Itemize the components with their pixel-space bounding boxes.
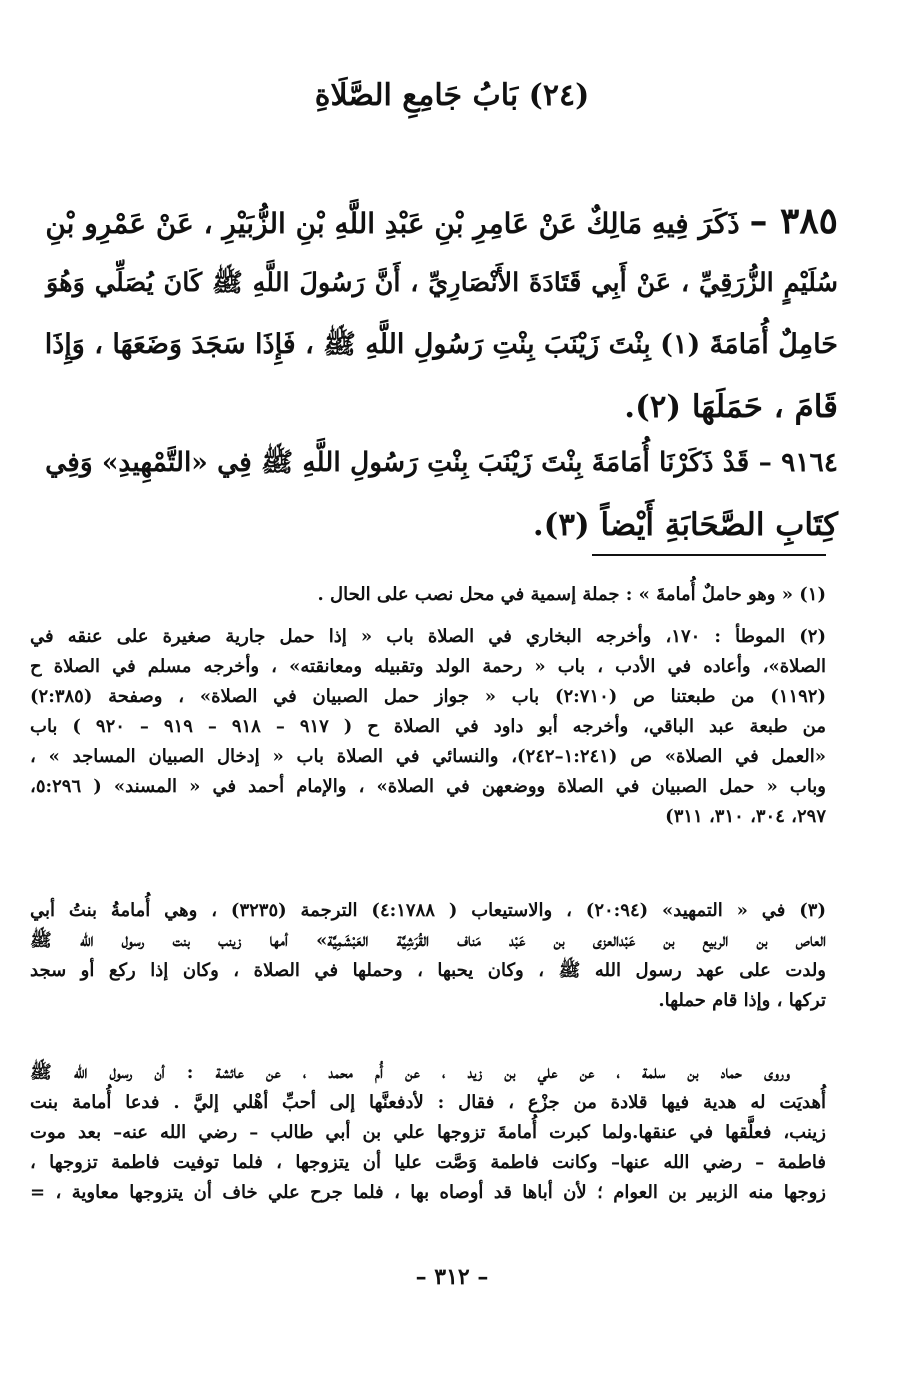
footnote-line: (٣) في « التمهيد» (٢٠:٩٤) ، والاستيعاب ( ٤:١٧٨٨) الترجمة (٣٢٣٥) ، وهي أُمامةُ بنتُ أبي — [30, 900, 826, 921]
footnote-line: (٢) الموطأ : ١٧٠، وأخرجه البخاري في الصلاة باب « إذا حمل جارية صغيرة على عنقه في — [30, 626, 826, 647]
paragraph-line: ٩١٦٤ – قَدْ ذَكَرْنَا أُمَامَةَ بِنْتَ زَيْنَبَ بِنْتِ رَسُولِ اللَّهِ ﷺ فِي «التَّمْهِيدِ» وَفِي — [45, 447, 838, 478]
footnote-2 — [30, 622, 826, 832]
footnote-line: «العمل في الصلاة» ص (١:٢٤١–٢٤٢)، والنسائي في الصلاة باب « إدخال الصبيان المساجد » ، — [30, 746, 826, 767]
hadith-line: سُلَيْمٍ الزُّرَقِيِّ ، عَنْ أَبِي قَتَادَةَ الأَنْصَارِيِّ ، أَنَّ رَسُولَ اللَّهِ ﷺ كَانَ يُصَلِّي وَهُوَ — [46, 268, 838, 298]
paragraph-9164 — [46, 432, 838, 556]
footnote-line: وروى حماد بن سلمة ، عن علي بن زيد ، عن أُم محمد ، عن عائشة : أن رسول الله ﷺ — [30, 1062, 790, 1083]
page-number: – ٣١٢ – — [415, 1264, 489, 1290]
hadith-number: ٣٨٥ – — [749, 200, 838, 242]
footnote-line: زينب، فعلَّقها في عنقها.ولما كبرت أُمامةَ تزوجها علي بن أبي طالب – رضي الله عنه– بعد موت — [30, 1122, 826, 1143]
footnote-line: وباب « حمل الصبيان في الصلاة ووضعهن في الصلاة» ، والإمام أحمد في « المسند» ( ٥:٢٩٦، — [30, 776, 826, 797]
footnote-line: من طبعة عبد الباقي، وأخرجه أبو داود في الصلاة ح ( ٩١٧ – ٩١٨ – ٩١٩ – ٩٢٠ ) باب — [30, 716, 826, 737]
footnote-line: العاص بن الربيع بن عَبْدالعزى بن عَبْد مَناف القُرَشِيَّة العَبْشَمِيَّة» أمها زينب بنت رسول الله ﷺ — [30, 930, 826, 951]
paragraph-number: ٩١٦٤ – — [758, 447, 838, 478]
footnote-line: ٢٩٧، ٣٠٤، ٣١٠، ٣١١) — [665, 806, 826, 827]
footnote-line: فاطمة – رضي الله عنها– وكانت فاطمة وَصَّت عليا أن يتزوجها ، فلما توفيت فاطمة تزوجها ، — [30, 1152, 826, 1173]
footnote-line: تركها ، وإذا قام حملها. — [658, 990, 826, 1011]
footnote-3 — [30, 896, 826, 1016]
paragraph-line: كِتَابِ الصَّحَابَةِ أَيْضاً (٣). — [532, 507, 838, 543]
footnote-line: زوجها منه الزبير بن العوام ؛ لأن أباها قد أوصاه بها ، فلما جرح علي خاف أن يتزوجها معاوية ، = — [30, 1182, 826, 1203]
footnote-3-continued — [30, 1058, 826, 1208]
footnote-separator — [592, 554, 826, 556]
footnote-1 — [30, 580, 826, 610]
hadith-385 — [46, 190, 838, 438]
footnote-line: أُهديَت له هدية فيها قلادة من جزْع ، فقال : لأدفعنَّها إلى أحبِّ أهْلي إليَّ . فدعا أُمامة بنت — [30, 1092, 826, 1113]
footnote-line: ولدت على عهد رسول الله ﷺ ، وكان يحبها ، وحملها في الصلاة ، وكان إذا ركع أو سجد — [30, 960, 826, 981]
footnote-line: (١١٩٢) من طبعتنا ص (٢:٧١٠) باب « جواز حمل الصبيان في الصلاة» ، وصفحة (٢:٣٨٥) — [30, 686, 826, 707]
chapter-title: (٢٤) بَابُ جَامِعِ الصَّلَاةِ — [314, 78, 590, 113]
footnote-line: الصلاة»، وأعاده في الأدب ، باب « رحمة الولد وتقبيله ومعانقته» ، وأخرجه مسلم في الصلاة ح — [30, 656, 826, 677]
footnote-line: (١) « وهو حاملٌ أُمامةَ » : جملة إسمية في محل نصب على الحال . — [317, 584, 826, 605]
hadith-line: ٣٨٥ – ذَكَرَ فِيهِ مَالِكٌ عَنْ عَامِرِ بْنِ عَبْدِ اللَّهِ بْنِ الزُّبَيْرِ ، عَنْ عَمْرِو بْنِ — [45, 200, 838, 242]
hadith-line: حَامِلٌ أُمَامَةَ (١) بِنْتَ زَيْنَبَ بِنْتِ رَسُولِ اللَّهِ ﷺ ، فَإِذَا سَجَدَ وَضَعَهَا ، وَإِذَا — [44, 329, 838, 360]
hadith-line: قَامَ ، حَمَلَهَا (٢). — [624, 389, 838, 425]
